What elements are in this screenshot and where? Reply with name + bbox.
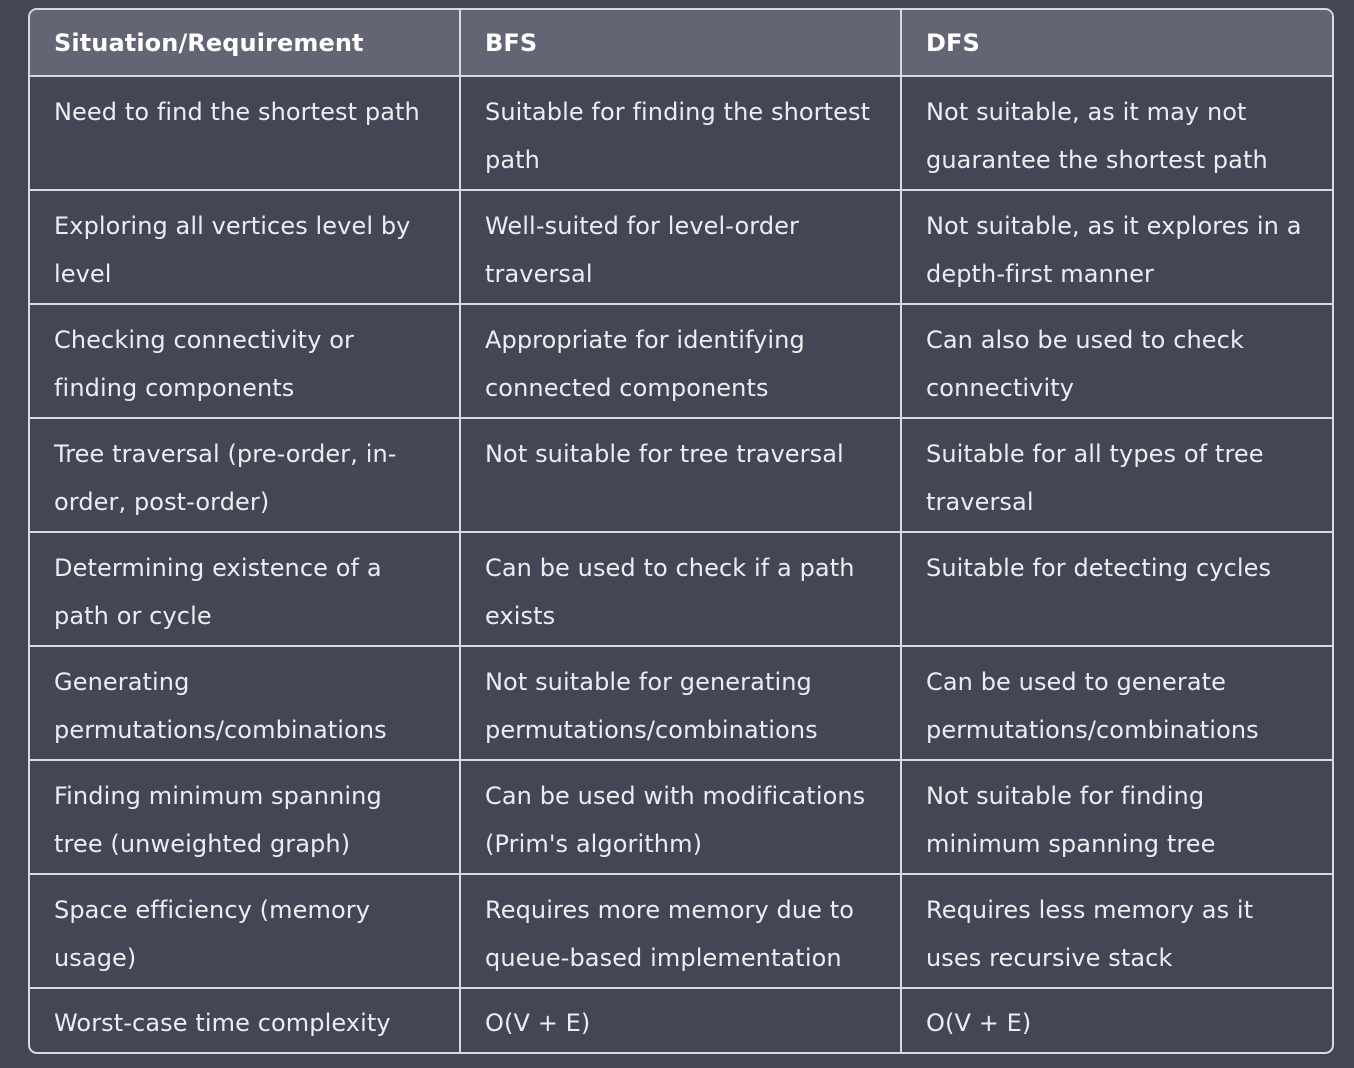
cell-situation: Need to find the shortest path xyxy=(30,76,460,190)
cell-dfs: Suitable for detecting cycles xyxy=(901,532,1332,646)
cell-situation: Generating permutations/combinations xyxy=(30,646,460,760)
table-row xyxy=(30,190,1332,304)
cell-bfs: Not suitable for tree traversal xyxy=(460,418,901,532)
cell-dfs: Can also be used to check connectivity xyxy=(901,304,1332,418)
cell-bfs: Appropriate for identifying connected components xyxy=(460,304,901,418)
header-dfs: DFS xyxy=(901,10,1332,76)
cell-situation: Determining existence of a path or cycle xyxy=(30,532,460,646)
table-row xyxy=(30,76,1332,190)
table-header-row xyxy=(30,10,1332,76)
cell-situation: Tree traversal (pre-order, in-order, post-order) xyxy=(30,418,460,532)
cell-bfs: Well-suited for level-order traversal xyxy=(460,190,901,304)
table-row xyxy=(30,646,1332,760)
cell-dfs: Not suitable for finding minimum spanning tree xyxy=(901,760,1332,874)
cell-bfs: Can be used with modifications (Prim's algorithm) xyxy=(460,760,901,874)
cell-situation: Exploring all vertices level by level xyxy=(30,190,460,304)
cell-bfs: Suitable for finding the shortest path xyxy=(460,76,901,190)
cell-situation: Space efficiency (memory usage) xyxy=(30,874,460,988)
cell-bfs: Requires more memory due to queue-based implementation xyxy=(460,874,901,988)
cell-dfs: Requires less memory as it uses recursive stack xyxy=(901,874,1332,988)
cell-dfs: O(V + E) xyxy=(926,1009,1032,1037)
cell-situation: Finding minimum spanning tree (unweighted graph) xyxy=(30,760,460,874)
cell-dfs: Suitable for all types of tree traversal xyxy=(901,418,1332,532)
cell-dfs: Not suitable, as it may not guarantee the shortest path xyxy=(901,76,1332,190)
table-row xyxy=(30,418,1332,532)
table-row xyxy=(30,532,1332,646)
cell-bfs: Can be used to check if a path exists xyxy=(460,532,901,646)
cell-situation: Checking connectivity or finding components xyxy=(30,304,460,418)
cell-bfs: O(V + E) xyxy=(460,988,901,1054)
cell-dfs: Can be used to generate permutations/combinations xyxy=(901,646,1332,760)
cell-bfs: Not suitable for generating permutations/combinations xyxy=(460,646,901,760)
table-row xyxy=(30,760,1332,874)
table-row xyxy=(30,988,1332,1054)
header-situation: Situation/Requirement xyxy=(30,10,460,76)
cell-situation: Worst-case time complexity xyxy=(30,988,460,1054)
bfs-dfs-comparison-table xyxy=(30,10,1332,1054)
table-row xyxy=(30,304,1332,418)
cell-dfs: Not suitable, as it explores in a depth-first manner xyxy=(901,190,1332,304)
table-row xyxy=(30,874,1332,988)
header-bfs: BFS xyxy=(460,10,901,76)
comparison-table-container xyxy=(28,8,1334,1054)
